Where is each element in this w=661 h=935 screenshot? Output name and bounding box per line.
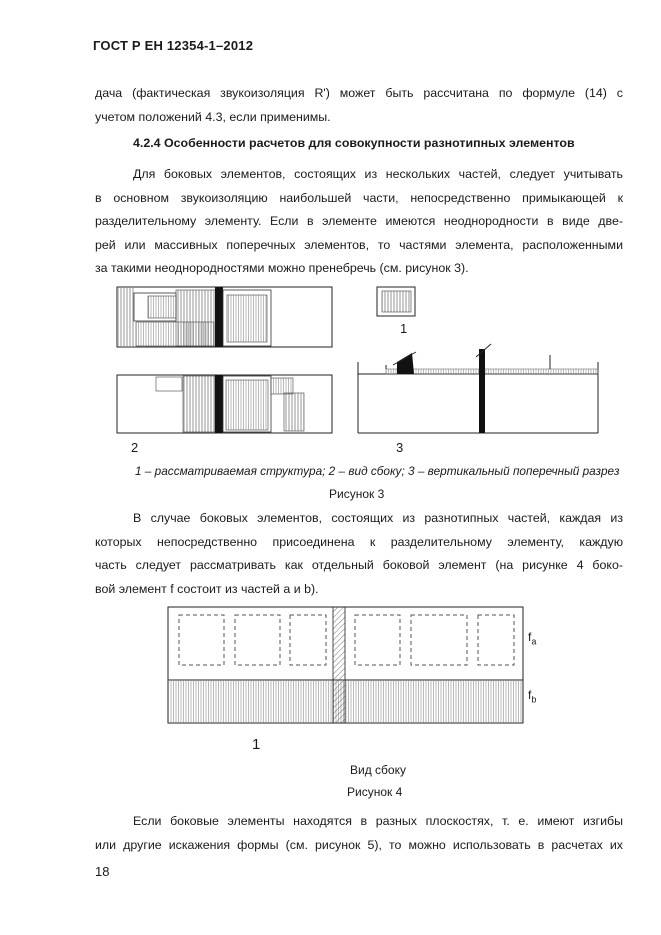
paragraph-4 [95,810,623,857]
paragraph-line: Если боковые элементы находятся в разных плоскостях, т. е. имеют изгибы [133,814,623,828]
paragraph-line: или другие искажения формы (см. рисунок 5), то можно использовать в расчетах их [95,837,623,852]
fig3-section-view [358,344,598,433]
fig4-label-fb-main: f [528,688,532,702]
fig3-label-1: 1 [400,321,408,336]
fig4-label-fb [528,688,536,704]
fig3-legend: 1 – рассматриваемая структура; 2 – вид сбоку; 3 – вертикальный поперечный разрез [135,464,620,478]
fig3-label-3: 3 [396,440,404,455]
paragraph-line: учетом положений 4.3, если применимы. [95,109,331,124]
paragraph-line: дача (фактическая звукоизоляция R') может быть рассчитана по формуле (14) с [95,86,623,100]
paragraph-line: рей или массивных поперечных элементов, то частями элемента, расположенными [95,237,623,252]
section-heading: 4.2.4 Особенности расчетов для совокупности разнотипных элементов [133,136,575,150]
fig4-label-fa-main: f [528,630,532,644]
paragraph-line: которых непосредственно присоединена к разделительному элементу, каждую [95,534,623,549]
fig4-label-fa-sub: a [531,636,537,647]
fig4-title: Рисунок 4 [347,785,403,799]
fig4-label-1: 1 [252,736,261,753]
page-number: 18 [95,864,110,879]
fig3-side-view [117,375,332,433]
fig3-title: Рисунок 3 [329,487,385,501]
paragraph-line: за такими неоднородностями можно пренебречь (см. рисунок 3). [95,261,469,276]
paragraph-line: Для боковых элементов, состоящих из нескольких частей, следует учитывать [133,167,623,181]
paragraph-line: в основном звукоизоляцию наибольшей части, непосредственно примыкающей к [95,190,623,205]
paragraph-line: В случае боковых элементов, состоящих из разнотипных частей, каждая из [133,511,623,525]
fig4-label-fb-sub: b [531,694,537,705]
fig4-view-caption: Вид сбоку [350,763,406,777]
paragraph-line: вой элемент f состоит из частей a и b). [95,581,319,596]
fig4-label-fa [528,630,536,646]
paragraph-line: часть следует рассматривать как отдельный боковой элемент (на рисунке 4 боко- [95,558,623,573]
fig3-element-1 [377,287,415,316]
fig3-label-2: 2 [131,440,139,455]
paragraph-line: разделительному элементу. Если в элементе имеются неоднородности в виде две- [95,214,623,229]
document-header: ГОСТ Р ЕН 12354-1–2012 [93,38,254,53]
fig3-structure-top [117,287,332,347]
paragraph-3 [95,507,623,601]
figure-4-drawing [168,607,523,723]
